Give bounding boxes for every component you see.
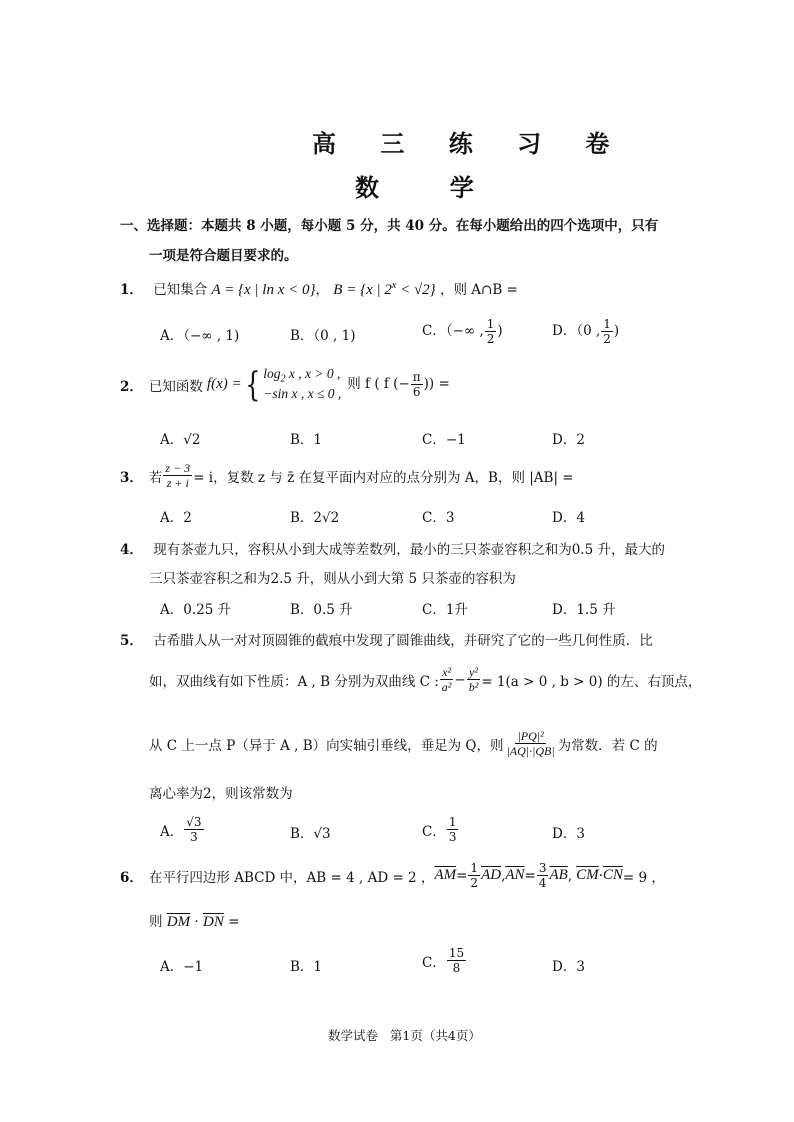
q6-option-c[interactable]: C． $\frac{15}{8}$ [422,946,465,975]
question-6-line2: 则 $\overline{DM} \cdot \overline{DN}$ = [149,914,240,930]
question-tail: 则 f ( f (− $\frac{\pi}{6}$ )) = [347,370,450,400]
separator: ， [315,282,329,298]
subject-title: 数 学 [355,173,492,202]
function-name: f(x) = [206,376,242,393]
q1-option-a[interactable]: A．（−∞ , 1) [160,328,240,344]
question-tail: = i，复数 z 与 z̄ 在复平面内对应的点分别为 A，B，则 |AB| = [193,469,574,486]
question-tail: ，则 A∩B = [439,282,518,298]
question-number: 4． [120,542,143,558]
q6-option-b[interactable]: B．1 [290,959,323,975]
q4-option-b[interactable]: B．0.5 升 [290,602,353,618]
page-footer: 数学试卷 第1页（共4页） [328,1028,481,1043]
question-5-line2: 如，双曲线有如下性质：A , B 分别为双曲线 C : $\frac{\text{x²}}{\text{a²}}$ − $\frac{\text{y²}}{\text{b²}}$ = 1(a > 0 , b > 0) 的左、右顶点， [149,665,702,694]
q2-option-b[interactable]: B．1 [290,432,323,448]
question-text-line1: 古希腊人从一对对顶圆锥的截痕中发现了圆锥曲线，并研究了它的一些几何性质．比 [153,633,653,649]
q1-option-b[interactable]: B．（0 , 1) [290,328,356,344]
question-number: 1． [120,282,143,298]
q5-option-d[interactable]: D．3 [552,826,585,842]
question-number: 2． [120,378,143,395]
question-2 [120,366,450,403]
q1-option-c[interactable]: C．（−∞ , $\frac{1}{2}$ ) [422,317,503,346]
q6-option-a[interactable]: A．−1 [160,959,204,975]
question-5-line4: 离心率为2，则该常数为 [149,786,293,802]
q4-option-a[interactable]: A．0.25 升 [160,602,232,618]
q3-option-a[interactable]: A．2 [160,510,192,526]
q5-option-b[interactable]: B．√3 [290,826,331,842]
q4-option-c[interactable]: C．1升 [422,602,468,618]
q2-option-c[interactable]: C．−1 [422,432,466,448]
question-text: 已知集合 [153,282,208,298]
q1-option-d[interactable]: D．（0 , $\frac{1}{2}$ ) [552,317,620,346]
exam-title: 高 三 练 习 卷 [312,129,628,158]
set-b: B = {x | $2^x < √2$} [333,280,436,298]
q5-option-c[interactable]: C． $\frac{1}{3}$ [422,815,457,844]
q3-option-c[interactable]: C．3 [422,510,455,526]
question-number: 5． [120,633,143,649]
q3-option-d[interactable]: D．4 [552,510,585,526]
question-4 [120,538,665,558]
question-4-line2: 三只茶壶容积之和为2.5 升，则从小到大第 5 只茶壶的容积为 [149,571,516,587]
piecewise-cases: $\log_2 x$ , x > 0 , −sin x , x ≤ 0 , [263,366,342,402]
question-number: 3． [120,469,143,486]
question-text: 已知函数 [148,378,203,395]
q4-option-d[interactable]: D．1.5 升 [552,602,616,618]
q2-option-d[interactable]: D．2 [552,432,585,448]
question-5 [120,629,653,649]
q2-option-a[interactable]: A．√2 [160,432,201,448]
question-5-line3: 从 C 上一点 P（异于 A , B）向实轴引垂线，垂足为 Q，则 $\frac{\text{|PQ|²}}{|AQ|\cdot|QB|}$ 为常数．若 C 的 [149,729,658,758]
question-1 [120,278,518,299]
q5-option-a[interactable]: A． $\frac{√3}{3}$ [160,815,202,844]
fraction: $\frac{z - 3}{z + i}$ [165,461,191,490]
q6-option-d[interactable]: D．3 [552,959,585,975]
q3-option-b[interactable]: B．2√2 [290,510,340,526]
question-text: 在平行四边形 ABCD 中，AB = 4 , AD = 2 ， [148,869,435,886]
question-6: 6． 在平行四边形 ABCD 中，AB = 4 , AD = 2 ， $\overline{AM}$ = $\frac{1}{2}$ $\overline{AD}$ , $\overline{AN}$ = $\frac{3}{4}$ $\overline{AB}$ , $\overline{CM}$ · $\overline{CN}$ = 9 ， [120,861,665,890]
question-number: 6． [120,869,143,886]
left-brace: { [244,364,260,405]
set-a: A = {x | ln x < 0} [211,282,316,298]
section-heading-line1: 一、选择题：本题共 8 小题，每小题 5 分，共 40 分。在每小题给出的四个选项中，只有 [120,218,659,234]
question-3 [120,462,574,489]
section-heading-line2: 一项是符合题目要求的。 [149,248,298,264]
question-text: 若 [148,469,163,486]
question-text-line1: 现有茶壶九只，容积从小到大成等差数列，最小的三只茶壶容积之和为0.5 升，最大的 [153,542,665,558]
